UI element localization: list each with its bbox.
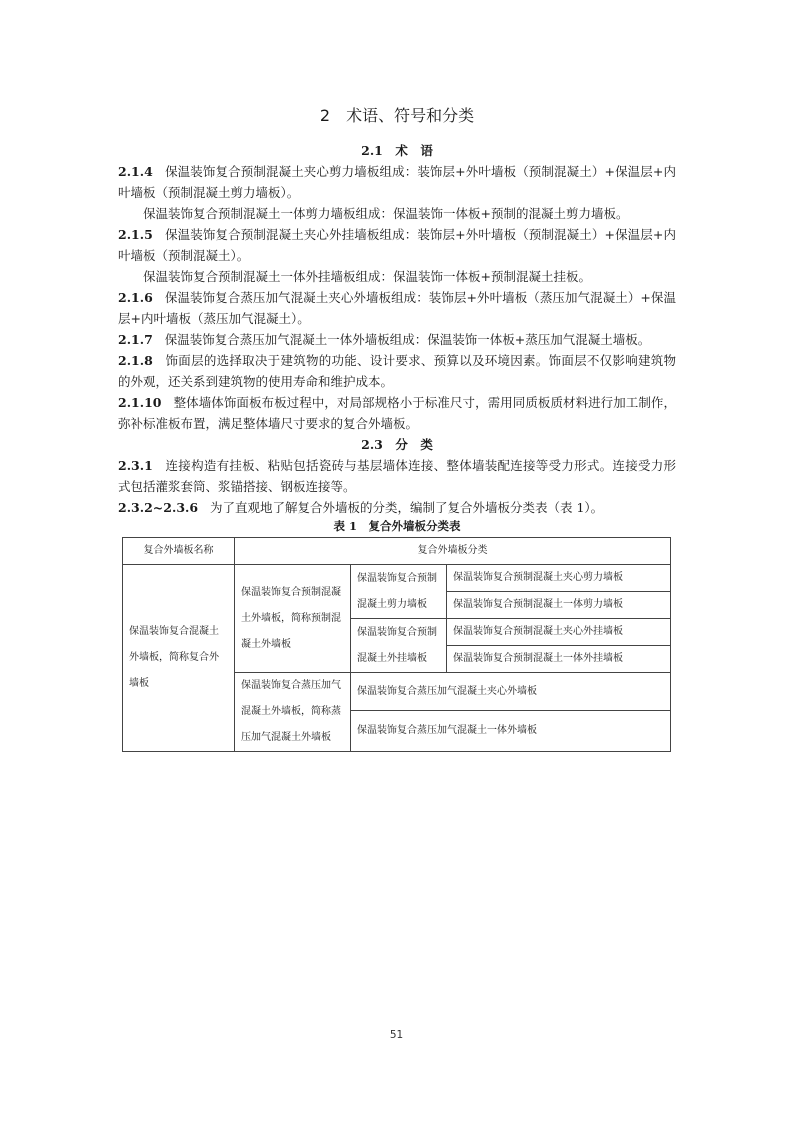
- clause-text: 保温装饰复合蒸压加气混凝土夹心外墙板组成：装饰层+外叶墙板（蒸压加气混凝土）+保温层+内叶墙板（蒸压加气混凝土）。: [118, 290, 677, 326]
- paragraph-2-3-1: [118, 455, 676, 497]
- chapter-title: 2 术语、符号和分类: [319, 106, 475, 125]
- cell-item-aac-sandwich: 保温装饰复合蒸压加气混凝土夹心外墙板: [351, 673, 671, 711]
- cell-item-hanging-sandwich: 保温装饰复合预制混凝土夹心外挂墙板: [447, 619, 671, 646]
- clause-number: 2.3.2~2.3.6: [118, 500, 199, 515]
- header-cell-name: 复合外墙板名称: [123, 538, 235, 565]
- cell-item-hanging-integral: 保温装饰复合预制混凝土一体外挂墙板: [447, 646, 671, 673]
- paragraph-2-1-8: [118, 350, 676, 392]
- clause-text: 保温装饰复合预制混凝土夹心外挂墙板组成：装饰层+外叶墙板（预制混凝土）+保温层+内叶墙板（预制混凝土）。: [118, 227, 676, 263]
- clause-text: 保温装饰复合蒸压加气混凝土一体外墙板组成：保温装饰一体板+蒸压加气混凝土墙板。: [164, 332, 651, 347]
- clause-number: 2.1.4: [118, 164, 153, 179]
- clause-number: 2.3.1: [118, 458, 153, 473]
- paragraph-shear-integral: [118, 203, 676, 224]
- paragraph-2-1-7: [118, 329, 676, 350]
- cell-item-aac-integral: 保温装饰复合蒸压加气混凝土一体外墙板: [351, 711, 671, 752]
- paragraph-2-1-6: [118, 287, 676, 329]
- clause-text: 饰面层的选择取决于建筑物的功能、设计要求、预算以及环境因素。饰面层不仅影响建筑物的外观，还关系到建筑物的使用寿命和维护成本。: [118, 353, 676, 389]
- cell-sub-shear: 保温装饰复合预制混凝土剪力墙板: [351, 565, 447, 619]
- classification-table: [122, 537, 671, 752]
- clause-text: 连接构造有挂板、粘贴包括瓷砖与基层墙体连接、整体墙装配连接等受力形式。连接受力形式包括灌浆套筒、浆锚搭接、钢板连接等。: [118, 458, 676, 494]
- clause-number: 2.1.5: [118, 227, 153, 242]
- clause-text: 保温装饰复合预制混凝土夹心剪力墙板组成：装饰层+外叶墙板（预制混凝土）+保温层+内叶墙板（预制混凝土剪力墙板）。: [118, 164, 676, 200]
- paragraph-2-1-10: [118, 392, 676, 434]
- cell-root-category: 保温装饰复合混凝土外墙板，简称复合外墙板: [123, 565, 235, 752]
- clause-number: 2.1.10: [118, 395, 162, 410]
- header-cell-classification: 复合外墙板分类: [235, 538, 671, 565]
- cell-item-shear-sandwich: 保温装饰复合预制混凝土夹心剪力墙板: [447, 565, 671, 592]
- clause-number: 2.1.8: [118, 353, 153, 368]
- clause-number: 2.1.6: [118, 290, 153, 305]
- cell-group-precast: 保温装饰复合预制混凝土外墙板，简称预制混凝土外墙板: [235, 565, 351, 673]
- table-row: [123, 565, 671, 592]
- page-number: 51: [389, 1029, 404, 1041]
- table-caption: 表 1 复合外墙板分类表: [333, 519, 461, 533]
- paragraph-hanging-integral: [118, 266, 676, 287]
- clause-text: 为了直观地了解复合外墙板的分类，编制了复合外墙板分类表（表 1）。: [210, 500, 604, 515]
- section-heading-classification: 2.3 分 类: [361, 437, 433, 452]
- cell-sub-hanging: 保温装饰复合预制混凝土外挂墙板: [351, 619, 447, 673]
- clause-number: 2.1.7: [118, 332, 153, 347]
- paragraph-2-1-4: [118, 161, 676, 203]
- clause-text: 保温装饰复合预制混凝土一体外挂墙板组成：保温装饰一体板+预制混凝土挂板。: [143, 269, 591, 284]
- paragraph-2-1-5: [118, 224, 676, 266]
- table-header-row: [123, 538, 671, 565]
- clause-text: 整体墙体饰面板布板过程中，对局部规格小于标准尺寸，需用同质板质材料进行加工制作，弥补标准板布置，满足整体墙尺寸要求的复合外墙板。: [118, 395, 676, 431]
- cell-group-aac: 保温装饰复合蒸压加气混凝土外墙板，简称蒸压加气混凝土外墙板: [235, 673, 351, 752]
- clause-text: 保温装饰复合预制混凝土一体剪力墙板组成：保温装饰一体板+预制的混凝土剪力墙板。: [143, 206, 629, 221]
- section-heading-terms: 2.1 术 语: [361, 143, 433, 158]
- paragraph-2-3-2-6: [118, 497, 676, 518]
- cell-item-shear-integral: 保温装饰复合预制混凝土一体剪力墙板: [447, 592, 671, 619]
